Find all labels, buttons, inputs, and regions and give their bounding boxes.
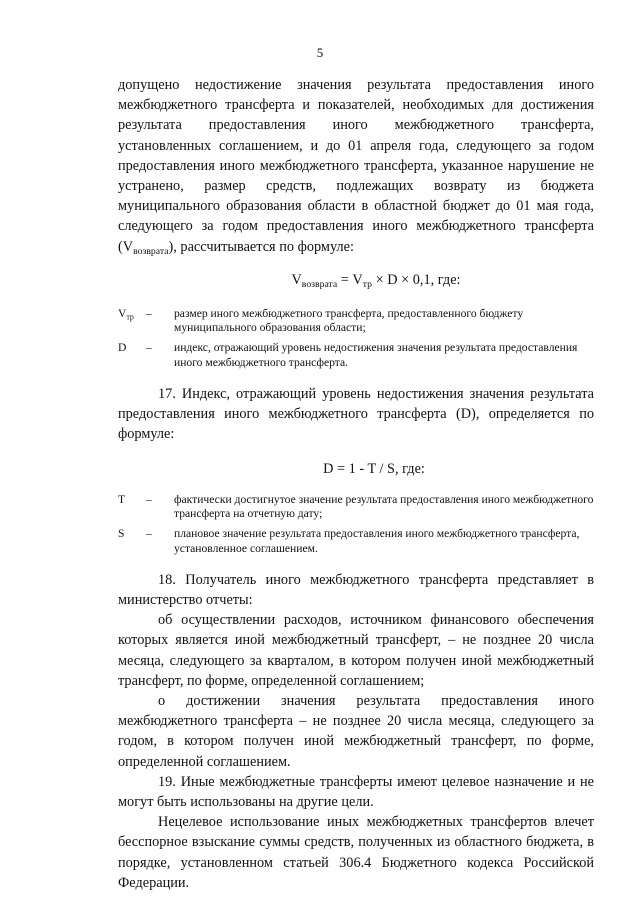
intro-paragraph: допущено недостижение значения результата предоставления иного межбюджетного трансферта и показателей, необходимых для достижения результата предоставления иного межбюджетного трансферта, установленных соглашением, и до 01 апреля года, следующего за годом предоставления иного межбюджетного трансферта, указанное нарушение не устранено, размер средств, подлежащих возврату из бюджета муниципального образования области в областной бюджет до 01 мая года, следующего за годом предоставления иного межбюджетного трансферта $(V_{возврата})$, рассчитывается по формуле: bbox=[118, 77, 594, 257]
document-body bbox=[118, 75, 594, 893]
index-formula-definitions bbox=[118, 493, 594, 556]
definition-text: плановое значение результата предоставления иного межбюджетного трансферта, установленное соглашением. bbox=[174, 527, 580, 555]
definition-t: T – фактически достигнутое значение результата предоставления иного межбюджетного трансферта на отчетную дату; bbox=[118, 492, 594, 520]
definition-symbol: S bbox=[118, 527, 125, 541]
refund-formula: $V_{возврата} = V_{тр} \times D \times 0,1$, где: bbox=[291, 271, 461, 290]
paragraph-misuse: Нецелевое использование иных межбюджетных трансфертов влечет бесспорное взыскание суммы средств, полученных из областного бюджета, в порядке, установленном статьей 306.4 Бюджетного кодекса Российской Федерации. bbox=[118, 814, 594, 891]
refund-formula-definitions bbox=[118, 307, 594, 370]
paragraph-18-results: о достижении значения результата предоставления иного межбюджетного трансферта – не позднее 20 числа месяца, следующего за годом, в котором получен иной межбюджетный трансферт, по форме, определенной соглашением. bbox=[118, 693, 594, 770]
paragraph-18-expenses: об осуществлении расходов, источником финансового обеспечения которых является иной межбюджетный трансферт, – не позднее 20 числа месяца, следующего за кварталом, в котором получен иной межбюджетный трансферт, по форме, определенной соглашением; bbox=[118, 612, 594, 689]
paragraph-19: 19. Иные межбюджетные трансферты имеют целевое назначение и не могут быть использованы на другие цели. bbox=[118, 773, 594, 811]
definition-vtr: $V_{тр}$ – размер иного межбюджетного трансферта, предоставленного бюджету муниципального образования области; bbox=[118, 307, 594, 336]
definition-s: S – плановое значение результата предоставления иного межбюджетного трансферта, установленное соглашением. bbox=[118, 527, 594, 556]
paragraph-17: 17. Индекс, отражающий уровень недостижения значения результата предоставления иного межбюджетного трансферта (D), определяется по формуле: bbox=[118, 386, 594, 443]
definition-symbol: T bbox=[118, 492, 126, 506]
definition-symbol: $V_{тр}$ bbox=[118, 306, 134, 322]
definition-text: фактически достигнутое значение результата предоставления иного межбюджетного трансферта на отчетную дату; bbox=[174, 492, 594, 520]
definition-d: D – индекс, отражающий уровень недостижения значения результата предоставления иного межбюджетного трансферта. bbox=[118, 341, 594, 370]
paragraph-18: 18. Получатель иного межбюджетного трансферта представляет в министерство отчеты: bbox=[118, 571, 594, 609]
definition-text: размер иного межбюджетного трансферта, предоставленного бюджету муниципального образования области; bbox=[174, 306, 524, 335]
index-formula: D = 1 - T / S, где: bbox=[323, 460, 425, 477]
page-number: 5 bbox=[316, 45, 324, 60]
definition-symbol: D bbox=[118, 341, 127, 355]
definition-text: индекс, отражающий уровень недостижения значения результата предоставления иного межбюджетного трансферта. bbox=[174, 341, 578, 369]
